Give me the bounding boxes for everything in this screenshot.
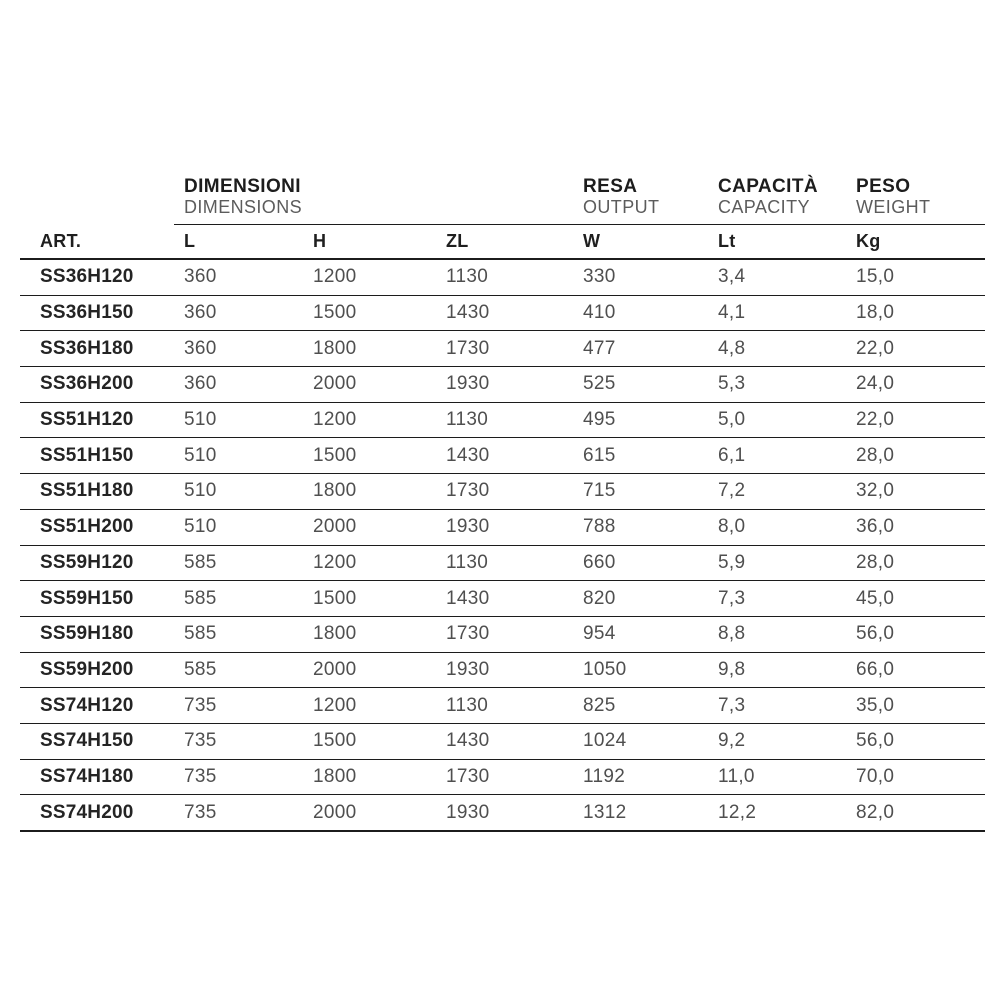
cell-w: 1192	[573, 759, 708, 795]
table-row	[20, 474, 985, 510]
cell-art: SS51H200	[20, 509, 174, 545]
table-header	[20, 176, 985, 259]
cell-lt: 7,2	[708, 474, 846, 510]
cell-l: 735	[174, 688, 303, 724]
group-label-capacity-en: CAPACITY	[718, 197, 810, 217]
table-row	[20, 759, 985, 795]
cell-l: 360	[174, 259, 303, 295]
cell-kg: 45,0	[846, 581, 985, 617]
cell-lt: 5,0	[708, 402, 846, 438]
cell-h: 1500	[303, 723, 436, 759]
cell-w: 715	[573, 474, 708, 510]
table-row	[20, 331, 985, 367]
cell-l: 360	[174, 331, 303, 367]
cell-lt: 7,3	[708, 581, 846, 617]
cell-w: 788	[573, 509, 708, 545]
cell-lt: 5,3	[708, 367, 846, 403]
cell-l: 510	[174, 509, 303, 545]
cell-zl: 1930	[436, 509, 573, 545]
cell-zl: 1430	[436, 581, 573, 617]
cell-zl: 1930	[436, 367, 573, 403]
cell-h: 1800	[303, 474, 436, 510]
cell-lt: 4,8	[708, 331, 846, 367]
cell-art: SS51H180	[20, 474, 174, 510]
cell-h: 1200	[303, 402, 436, 438]
cell-l: 735	[174, 759, 303, 795]
column-header-w: W	[573, 225, 708, 260]
cell-w: 825	[573, 688, 708, 724]
table-row	[20, 688, 985, 724]
cell-zl: 1730	[436, 616, 573, 652]
cell-kg: 22,0	[846, 402, 985, 438]
cell-lt: 12,2	[708, 795, 846, 831]
cell-art: SS74H150	[20, 723, 174, 759]
table-row	[20, 367, 985, 403]
column-header-row	[20, 225, 985, 260]
cell-zl: 1430	[436, 295, 573, 331]
column-header-lt: Lt	[708, 225, 846, 260]
cell-art: SS59H180	[20, 616, 174, 652]
cell-l: 735	[174, 723, 303, 759]
group-label-output-en: OUTPUT	[583, 197, 660, 217]
cell-art: SS74H120	[20, 688, 174, 724]
cell-art: SS36H200	[20, 367, 174, 403]
cell-lt: 7,3	[708, 688, 846, 724]
cell-lt: 9,2	[708, 723, 846, 759]
cell-l: 360	[174, 295, 303, 331]
table-row	[20, 616, 985, 652]
table-row	[20, 295, 985, 331]
table-row	[20, 402, 985, 438]
cell-lt: 9,8	[708, 652, 846, 688]
spec-table	[20, 176, 985, 832]
cell-kg: 15,0	[846, 259, 985, 295]
group-label-dimensions-en: DIMENSIONS	[184, 197, 303, 217]
cell-kg: 18,0	[846, 295, 985, 331]
cell-w: 495	[573, 402, 708, 438]
cell-l: 585	[174, 616, 303, 652]
cell-zl: 1430	[436, 723, 573, 759]
cell-art: SS74H180	[20, 759, 174, 795]
cell-kg: 22,0	[846, 331, 985, 367]
cell-art: SS36H180	[20, 331, 174, 367]
cell-l: 510	[174, 474, 303, 510]
cell-h: 2000	[303, 367, 436, 403]
cell-h: 1800	[303, 759, 436, 795]
group-header-dimensions	[174, 176, 573, 225]
cell-lt: 5,9	[708, 545, 846, 581]
cell-art: SS74H200	[20, 795, 174, 831]
cell-w: 954	[573, 616, 708, 652]
cell-h: 2000	[303, 795, 436, 831]
cell-w: 820	[573, 581, 708, 617]
group-label-weight-it: PESO	[856, 176, 911, 197]
cell-h: 1200	[303, 259, 436, 295]
cell-zl: 1730	[436, 474, 573, 510]
group-label-capacity-it: CAPACITÀ	[718, 176, 818, 197]
cell-w: 1312	[573, 795, 708, 831]
cell-art: SS59H150	[20, 581, 174, 617]
cell-lt: 8,8	[708, 616, 846, 652]
table-row	[20, 438, 985, 474]
cell-zl: 1730	[436, 331, 573, 367]
column-header-h: H	[303, 225, 436, 260]
cell-w: 615	[573, 438, 708, 474]
cell-h: 1200	[303, 688, 436, 724]
cell-zl: 1730	[436, 759, 573, 795]
group-header-weight	[846, 176, 985, 225]
cell-w: 1024	[573, 723, 708, 759]
column-header-art: ART.	[20, 225, 174, 260]
cell-zl: 1930	[436, 795, 573, 831]
cell-h: 1800	[303, 616, 436, 652]
cell-kg: 70,0	[846, 759, 985, 795]
table-row	[20, 509, 985, 545]
group-label-dimensions-it: DIMENSIONI	[184, 176, 301, 197]
cell-h: 2000	[303, 652, 436, 688]
cell-l: 585	[174, 545, 303, 581]
cell-zl: 1130	[436, 402, 573, 438]
cell-art: SS51H150	[20, 438, 174, 474]
group-header-row	[20, 176, 985, 225]
cell-zl: 1430	[436, 438, 573, 474]
cell-h: 1500	[303, 581, 436, 617]
cell-kg: 24,0	[846, 367, 985, 403]
cell-l: 735	[174, 795, 303, 831]
cell-h: 1500	[303, 295, 436, 331]
cell-h: 1800	[303, 331, 436, 367]
group-header-output	[573, 176, 708, 225]
table-row	[20, 795, 985, 831]
cell-w: 410	[573, 295, 708, 331]
cell-zl: 1130	[436, 545, 573, 581]
cell-kg: 82,0	[846, 795, 985, 831]
cell-l: 585	[174, 581, 303, 617]
cell-l: 360	[174, 367, 303, 403]
cell-lt: 4,1	[708, 295, 846, 331]
table-row	[20, 545, 985, 581]
cell-kg: 36,0	[846, 509, 985, 545]
cell-kg: 66,0	[846, 652, 985, 688]
cell-h: 2000	[303, 509, 436, 545]
cell-zl: 1130	[436, 688, 573, 724]
cell-l: 510	[174, 402, 303, 438]
cell-lt: 6,1	[708, 438, 846, 474]
cell-w: 330	[573, 259, 708, 295]
group-header-capacity	[708, 176, 846, 225]
cell-kg: 35,0	[846, 688, 985, 724]
cell-art: SS51H120	[20, 402, 174, 438]
cell-kg: 32,0	[846, 474, 985, 510]
group-label-weight-en: WEIGHT	[856, 197, 931, 217]
cell-lt: 3,4	[708, 259, 846, 295]
column-header-l: L	[174, 225, 303, 260]
table-row	[20, 652, 985, 688]
cell-zl: 1930	[436, 652, 573, 688]
cell-art: SS36H150	[20, 295, 174, 331]
cell-lt: 8,0	[708, 509, 846, 545]
group-label-output-it: RESA	[583, 176, 638, 197]
cell-h: 1500	[303, 438, 436, 474]
cell-w: 1050	[573, 652, 708, 688]
cell-l: 585	[174, 652, 303, 688]
column-header-kg: Kg	[846, 225, 985, 260]
cell-l: 510	[174, 438, 303, 474]
cell-zl: 1130	[436, 259, 573, 295]
cell-w: 525	[573, 367, 708, 403]
cell-kg: 56,0	[846, 616, 985, 652]
cell-kg: 28,0	[846, 545, 985, 581]
cell-lt: 11,0	[708, 759, 846, 795]
cell-w: 660	[573, 545, 708, 581]
table-row	[20, 723, 985, 759]
table-body	[20, 259, 985, 831]
table-row	[20, 581, 985, 617]
cell-art: SS59H120	[20, 545, 174, 581]
cell-w: 477	[573, 331, 708, 367]
table-row	[20, 259, 985, 295]
column-header-zl: ZL	[436, 225, 573, 260]
cell-h: 1200	[303, 545, 436, 581]
cell-art: SS59H200	[20, 652, 174, 688]
cell-kg: 28,0	[846, 438, 985, 474]
cell-kg: 56,0	[846, 723, 985, 759]
cell-art: SS36H120	[20, 259, 174, 295]
group-header-spacer	[20, 176, 174, 225]
